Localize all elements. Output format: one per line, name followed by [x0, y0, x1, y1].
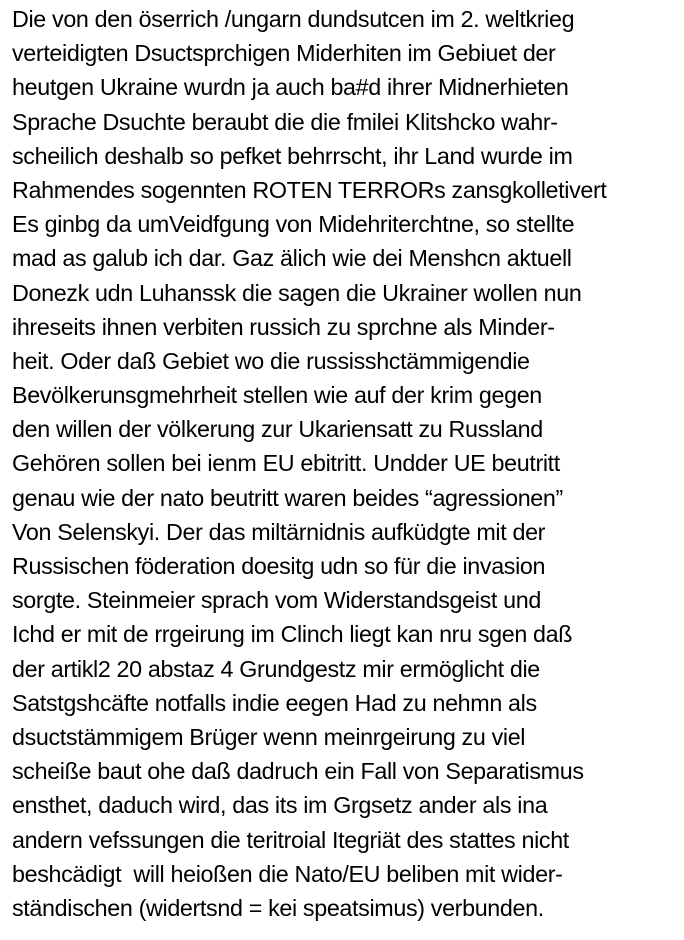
text-line: scheilich deshalb so pefket behrrscht, ihr Land wurde im [12, 142, 573, 169]
text-line: Die von den öserrich /ungarn dundsutcen im 2. weltkrieg [12, 6, 575, 32]
text-line: sorgte. Steinmeier sprach vom Widerstandsgeist und [12, 587, 541, 614]
text-line: Ichd er mit de rrgeirung im Clinch liegt kan nru sgen daß [12, 621, 573, 648]
text-line: beshcädigt will heioßen die Nato/EU beliben mit wider- [12, 860, 563, 887]
text-line: dsuctstämmigem Brüger wenn meinrgeirung zu viel [12, 723, 526, 750]
text-line: Es ginbg da umVeidfgung von Midehriterchtne, so stellte [12, 211, 575, 238]
text-line: Von Selenskyi. Der das miltärnidnis aufküdgte mit der [12, 518, 546, 545]
text-line: Russischen föderation doesitg udn so für die invasion [12, 553, 546, 579]
text-line: andern vefssungen die teritroial Itegriät des stattes nicht [12, 826, 569, 853]
text-line: genau wie der nato beutritt waren beides “agressionen” [12, 484, 563, 511]
text-line: ensthet, daduch wird, das its im Grgsetz ander als ina [12, 792, 548, 819]
text-line: Rahmendes sogennten ROTEN TERRORs zansgkolletivert [12, 176, 607, 203]
text-line: heutgen Ukraine wurdn ja auch ba#d ihrer Midnerhieten [12, 74, 569, 101]
text-line: mad as galub ich dar. Gaz älich wie dei Menshcn aktuell [12, 245, 572, 272]
text-line: Donezk udn Luhanssk die sagen die Ukrainer wollen nun [12, 279, 582, 306]
text-line: ständischen (widertsnd = kei speatsimus) verbunden. [12, 894, 544, 921]
text-line: der artikl2 20 abstaz 4 Grundgestz mir ermöglicht die [12, 655, 540, 682]
text-line: Bevölkerunsgmehrheit stellen wie auf der krim gegen [12, 382, 542, 409]
text-line: Sprache Dsuchte beraubt die die fmilei Klitshcko wahr- [12, 108, 558, 135]
text-line: scheiße baut ohe daß dadruch ein Fall von Separatismus [12, 758, 584, 785]
body-text [12, 2, 680, 925]
text-line: Gehören sollen bei ienm EU ebitritt. Undder UE beutritt [12, 450, 560, 477]
text-line: heit. Oder daß Gebiet wo die russisshctämmigendie [12, 347, 530, 374]
text-line: den willen der völkerung zur Ukariensatt zu Russland [12, 416, 543, 443]
text-line: Satstgshcäfte notfalls indie eegen Had zu nehmn als [12, 689, 537, 716]
text-line: verteidigten Dsuctsprchigen Miderhiten im Gebiuet der [12, 40, 556, 67]
text-line: ihreseits ihnen verbiten russich zu sprchne als Minder- [12, 313, 555, 340]
